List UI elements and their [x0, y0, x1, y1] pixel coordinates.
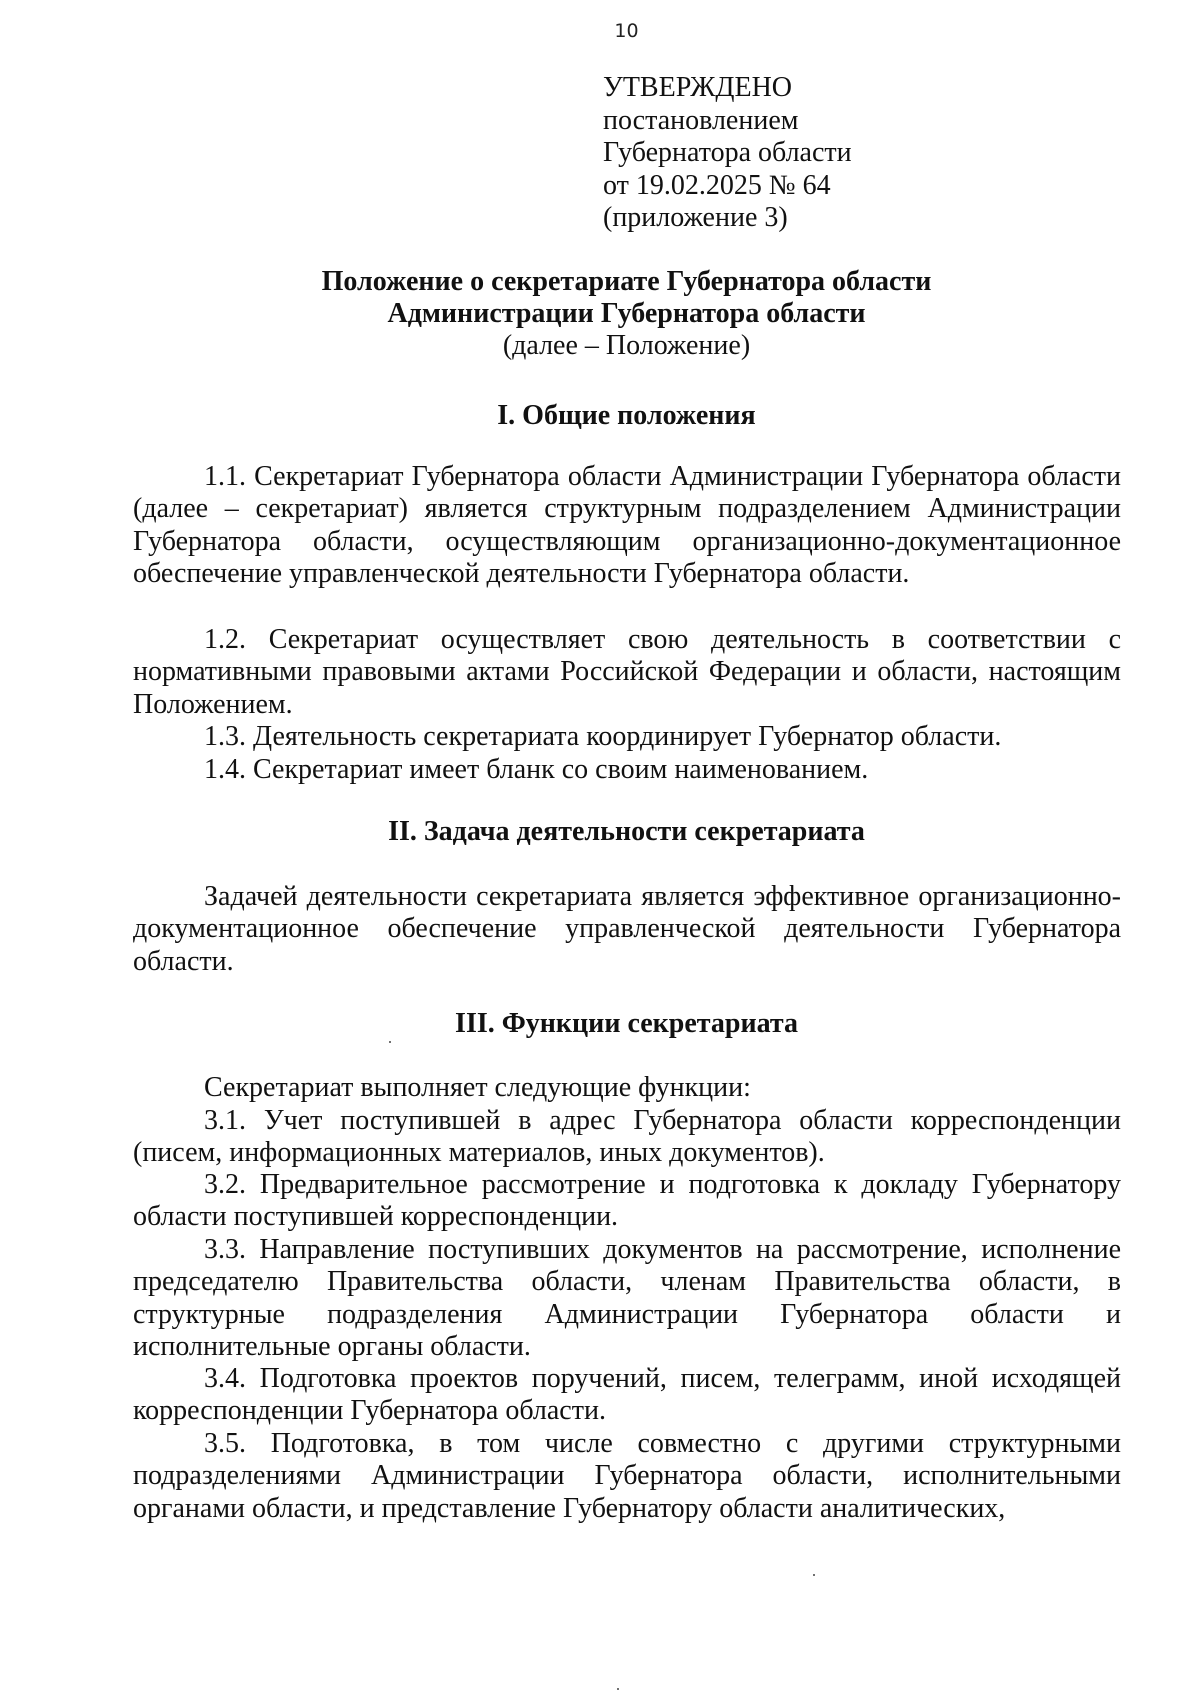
paragraph: 3.3. Направление поступивших документов на рассмотрение, исполнение председателю Правительства области, членам Правительства области, в структурные подразделения Администрации Губернатора области и исполнительные органы области. — [133, 1234, 1121, 1363]
paragraph: 1.4. Секретариат имеет бланк со своим наименованием. — [204, 754, 869, 785]
approval-line: Губернатора области — [603, 137, 852, 168]
paragraph: 1.2. Секретариат осуществляет свою деятельность в соответствии с нормативными правовыми актами Российской Федерации и области, настоящим Положением. — [133, 624, 1121, 720]
title-line: Положение о секретариате Губернатора области — [321, 266, 932, 297]
paragraph: 1.3. Деятельность секретариата координирует Губернатор области. — [204, 721, 1002, 752]
paragraph: 3.5. Подготовка, в том числе совместно с другими структурными подразделениями Администрации Губернатора области, исполнительными органами области, и представление Губернатору области аналитических, — [133, 1428, 1121, 1524]
paragraph: 3.1. Учет поступившей в адрес Губернатора области корреспонденции (писем, информационных материалов, иных документов). — [133, 1105, 1121, 1169]
title-line: Администрации Губернатора области — [387, 298, 866, 329]
document-title — [0, 266, 1200, 362]
scan-speck — [389, 1041, 391, 1043]
title-subtitle: (далее – Положение) — [502, 330, 751, 361]
paragraph: Задачей деятельности секретариата является эффективное организационно-документационное обеспечение управленческой деятельности Губернатора области. — [133, 881, 1121, 977]
scan-speck — [617, 1688, 619, 1690]
approval-appendix: (приложение 3) — [603, 202, 788, 233]
paragraph: Секретариат выполняет следующие функции: — [204, 1072, 751, 1103]
section-heading: II. Задача деятельности секретариата — [388, 816, 865, 847]
paragraph: 3.2. Предварительное рассмотрение и подготовка к докладу Губернатору области поступившей корреспонденции. — [133, 1169, 1121, 1233]
paragraph: 1.1. Секретариат Губернатора области Администрации Губернатора области (далее – секретариат) является структурным подразделением Администрации Губернатора области, осуществляющим организационно-документационное обеспечение управленческой деятельности Губернатора области. — [133, 461, 1121, 590]
section-heading: I. Общие положения — [497, 400, 756, 431]
page-number: 10 — [614, 20, 639, 42]
scan-speck — [813, 1574, 815, 1576]
approval-date-number: от 19.02.2025 № 64 — [603, 169, 831, 201]
paragraph: 3.4. Подготовка проектов поручений, писем, телеграмм, иной исходящей корреспонденции Губернатора области. — [133, 1363, 1121, 1427]
section-heading: III. Функции секретариата — [455, 1008, 798, 1039]
approval-line: постановлением — [603, 104, 799, 136]
approval-heading: УТВЕРЖДЕНО — [603, 72, 793, 103]
approval-stamp-block — [603, 72, 852, 235]
